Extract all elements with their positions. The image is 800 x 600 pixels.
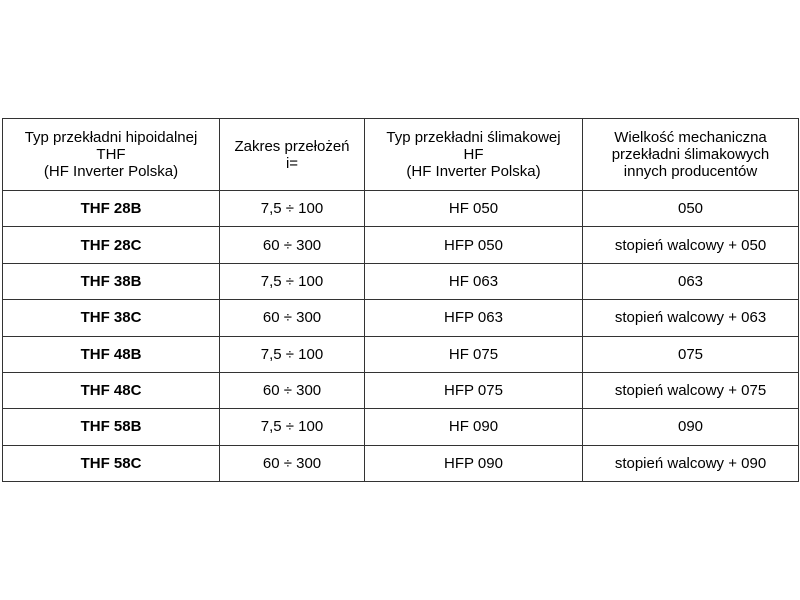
model-cell: THF 48C <box>3 372 220 408</box>
worm-type-cell: HF 063 <box>365 263 583 299</box>
header-line: Typ przekładni hipoidalnej <box>24 129 198 146</box>
header-worm-type <box>365 119 583 191</box>
header-line: i= <box>285 154 299 172</box>
size-cell: 050 <box>583 191 799 227</box>
ratio-cell: 7,5 ÷ 100 <box>220 263 365 299</box>
model-cell: THF 48B <box>3 336 220 372</box>
worm-type-cell: HF 075 <box>365 336 583 372</box>
size-cell: stopień walcowy + 090 <box>583 445 799 481</box>
table-row <box>3 263 799 299</box>
header-line: Typ przekładni ślimakowej <box>386 129 561 146</box>
model-cell: THF 58B <box>3 409 220 445</box>
header-line: (HF Inverter Polska) <box>43 163 179 180</box>
header-mechanical-size <box>583 119 799 191</box>
worm-type-cell: HF 090 <box>365 409 583 445</box>
table-row <box>3 191 799 227</box>
worm-type-cell: HFP 090 <box>365 445 583 481</box>
size-cell: stopień walcowy + 063 <box>583 300 799 336</box>
model-cell: THF 38B <box>3 263 220 299</box>
header-line: Zakres przełożeń <box>234 137 350 155</box>
ratio-cell: 7,5 ÷ 100 <box>220 409 365 445</box>
size-cell: 063 <box>583 263 799 299</box>
model-cell: THF 28B <box>3 191 220 227</box>
header-line: HF <box>463 146 484 163</box>
table-row <box>3 300 799 336</box>
size-cell: stopień walcowy + 075 <box>583 372 799 408</box>
header-row <box>3 119 799 191</box>
header-line: (HF Inverter Polska) <box>406 163 541 180</box>
ratio-cell: 60 ÷ 300 <box>220 227 365 263</box>
gearbox-comparison-table <box>2 118 799 482</box>
ratio-cell: 60 ÷ 300 <box>220 445 365 481</box>
worm-type-cell: HFP 063 <box>365 300 583 336</box>
model-cell: THF 58C <box>3 445 220 481</box>
worm-type-cell: HF 050 <box>365 191 583 227</box>
worm-type-cell: HFP 075 <box>365 372 583 408</box>
table-row <box>3 227 799 263</box>
ratio-cell: 60 ÷ 300 <box>220 372 365 408</box>
table-row <box>3 445 799 481</box>
ratio-cell: 60 ÷ 300 <box>220 300 365 336</box>
ratio-cell: 7,5 ÷ 100 <box>220 191 365 227</box>
model-cell: THF 38C <box>3 300 220 336</box>
header-hypoid-type <box>3 119 220 191</box>
header-ratio-range <box>220 119 365 191</box>
table-row <box>3 372 799 408</box>
size-cell: stopień walcowy + 050 <box>583 227 799 263</box>
ratio-cell: 7,5 ÷ 100 <box>220 336 365 372</box>
header-line: THF <box>96 146 126 163</box>
size-cell: 090 <box>583 409 799 445</box>
worm-type-cell: HFP 050 <box>365 227 583 263</box>
model-cell: THF 28C <box>3 227 220 263</box>
header-line: Wielkość mechaniczna <box>614 129 767 146</box>
header-line: innych producentów <box>623 163 758 180</box>
table-row <box>3 336 799 372</box>
header-line: przekładni ślimakowych <box>611 146 770 163</box>
size-cell: 075 <box>583 336 799 372</box>
table-row <box>3 409 799 445</box>
